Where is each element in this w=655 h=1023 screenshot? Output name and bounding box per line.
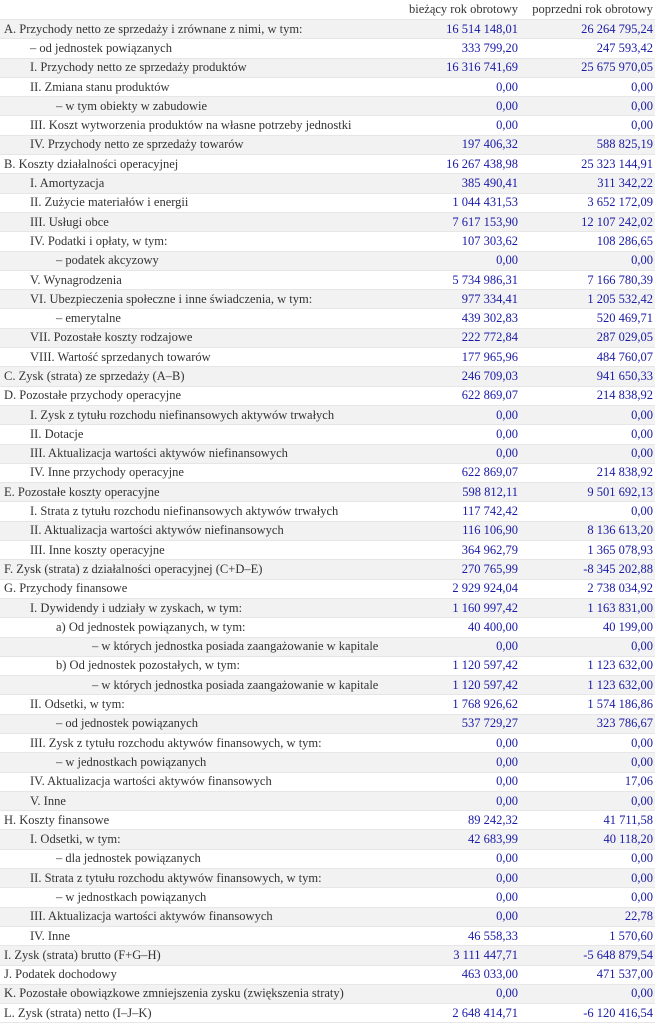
table-row: [0, 888, 655, 907]
current-year-value: 0,00: [393, 405, 520, 424]
row-label: III. Inne koszty operacyjne: [0, 541, 393, 560]
row-label: F. Zysk (strata) z działalności operacyjnej (C+D–E): [0, 560, 393, 579]
previous-year-value: 214 838,92: [520, 386, 655, 405]
previous-year-value: 2 738 034,92: [520, 579, 655, 598]
previous-year-value: 311 342,22: [520, 174, 655, 193]
row-label: III. Koszt wytworzenia produktów na własne potrzeby jednostki: [0, 116, 393, 135]
previous-year-value: 0,00: [520, 425, 655, 444]
table-row: [0, 965, 655, 984]
current-year-value: 439 302,83: [393, 309, 520, 328]
row-label: – w których jednostka posiada zaangażowanie w kapitale: [0, 676, 393, 695]
row-label: III. Aktualizacja wartości aktywów finansowych: [0, 907, 393, 926]
row-label: II. Zmiana stanu produktów: [0, 77, 393, 96]
table-row: [0, 77, 655, 96]
table-row: [0, 328, 655, 347]
current-year-value: 385 490,41: [393, 174, 520, 193]
previous-year-value: 484 760,07: [520, 348, 655, 367]
current-year-value: 2 648 414,71: [393, 1004, 520, 1023]
current-year-value: 1 160 997,42: [393, 598, 520, 617]
table-row: [0, 772, 655, 791]
row-label: I. Strata z tytułu rozchodu niefinansowych aktywów trwałych: [0, 502, 393, 521]
row-label: A. Przychody netto ze sprzedaży i zrównane z nimi, w tym:: [0, 20, 393, 39]
row-label: V. Inne: [0, 791, 393, 810]
row-label: C. Zysk (strata) ze sprzedaży (A–B): [0, 367, 393, 386]
table-row: [0, 637, 655, 656]
row-label: II. Zużycie materiałów i energii: [0, 193, 393, 212]
table-row: [0, 502, 655, 521]
previous-year-value: 471 537,00: [520, 965, 655, 984]
previous-year-value: 0,00: [520, 502, 655, 521]
previous-year-value: 0,00: [520, 888, 655, 907]
table-row: [0, 174, 655, 193]
current-year-value: 46 558,33: [393, 926, 520, 945]
current-year-value: 0,00: [393, 637, 520, 656]
current-year-value: 333 799,20: [393, 39, 520, 58]
row-label: E. Pozostałe koszty operacyjne: [0, 483, 393, 502]
row-label: IV. Podatki i opłaty, w tym:: [0, 232, 393, 251]
current-year-value: 0,00: [393, 888, 520, 907]
previous-year-value: 40 199,00: [520, 618, 655, 637]
previous-year-value: 108 286,65: [520, 232, 655, 251]
table-row: [0, 869, 655, 888]
table-row: [0, 463, 655, 482]
row-label: I. Dywidendy i udziały w zyskach, w tym:: [0, 598, 393, 617]
row-label: VIII. Wartość sprzedanych towarów: [0, 348, 393, 367]
previous-year-value: 17,06: [520, 772, 655, 791]
current-year-value: 463 033,00: [393, 965, 520, 984]
table-row: [0, 367, 655, 386]
current-year-value: 0,00: [393, 444, 520, 463]
current-year-value: 0,00: [393, 77, 520, 96]
row-label: b) Od jednostek pozostałych, w tym:: [0, 656, 393, 675]
current-year-value: 537 729,27: [393, 714, 520, 733]
previous-year-value: 0,00: [520, 869, 655, 888]
table-row: [0, 444, 655, 463]
current-year-value: 598 812,11: [393, 483, 520, 502]
current-year-value: 0,00: [393, 984, 520, 1003]
table-row: [0, 39, 655, 58]
row-label: III. Aktualizacja wartości aktywów niefinansowych: [0, 444, 393, 463]
table-row: [0, 193, 655, 212]
row-label: D. Pozostałe przychody operacyjne: [0, 386, 393, 405]
current-year-value: 1 120 597,42: [393, 676, 520, 695]
previous-year-value: -6 120 416,54: [520, 1004, 655, 1023]
current-year-value: 0,00: [393, 753, 520, 772]
table-row: [0, 97, 655, 116]
previous-year-value: 9 501 692,13: [520, 483, 655, 502]
previous-year-value: 0,00: [520, 97, 655, 116]
row-label: II. Strata z tytułu rozchodu aktywów finansowych, w tym:: [0, 869, 393, 888]
previous-year-header: poprzedni rok obrotowy: [532, 2, 653, 16]
previous-year-value: 941 650,33: [520, 367, 655, 386]
current-year-value: 40 400,00: [393, 618, 520, 637]
row-label: K. Pozostałe obowiązkowe zmniejszenia zysku (zwiększenia straty): [0, 984, 393, 1003]
row-label: III. Zysk z tytułu rozchodu aktywów finansowych, w tym:: [0, 733, 393, 752]
table-row: [0, 309, 655, 328]
row-label: VII. Pozostałe koszty rodzajowe: [0, 328, 393, 347]
table-row: [0, 830, 655, 849]
current-year-value: 16 316 741,69: [393, 58, 520, 77]
previous-year-value: 0,00: [520, 984, 655, 1003]
row-label: – od jednostek powiązanych: [0, 714, 393, 733]
table-row: [0, 560, 655, 579]
current-year-value: 0,00: [393, 869, 520, 888]
current-year-value: 0,00: [393, 251, 520, 270]
current-year-value: 270 765,99: [393, 560, 520, 579]
row-label: IV. Inne przychody operacyjne: [0, 463, 393, 482]
current-year-value: 16 514 148,01: [393, 20, 520, 39]
current-year-value: 1 120 597,42: [393, 656, 520, 675]
row-label: a) Od jednostek powiązanych, w tym:: [0, 618, 393, 637]
table-row: [0, 212, 655, 231]
current-year-value: 7 617 153,90: [393, 212, 520, 231]
previous-year-value: 0,00: [520, 637, 655, 656]
table-row: [0, 791, 655, 810]
current-year-value: 364 962,79: [393, 541, 520, 560]
row-label: – w jednostkach powiązanych: [0, 753, 393, 772]
row-label: – dla jednostek powiązanych: [0, 849, 393, 868]
current-year-value: 3 111 447,71: [393, 946, 520, 965]
previous-year-value: 26 264 795,24: [520, 20, 655, 39]
current-year-value: 2 929 924,04: [393, 579, 520, 598]
previous-year-value: 287 029,05: [520, 328, 655, 347]
table-row: [0, 135, 655, 154]
table-row: [0, 946, 655, 965]
current-year-value: 1 768 926,62: [393, 695, 520, 714]
current-year-value: 246 709,03: [393, 367, 520, 386]
table-row: [0, 1004, 655, 1023]
previous-year-value: 25 323 144,91: [520, 155, 655, 174]
row-label: IV. Przychody netto ze sprzedaży towarów: [0, 135, 393, 154]
row-label: IV. Inne: [0, 926, 393, 945]
table-row: [0, 116, 655, 135]
current-year-value: 622 869,07: [393, 386, 520, 405]
previous-year-value: 1 365 078,93: [520, 541, 655, 560]
table-row: [0, 232, 655, 251]
row-label: III. Usługi obce: [0, 212, 393, 231]
row-label: I. Odsetki, w tym:: [0, 830, 393, 849]
previous-year-value: 12 107 242,02: [520, 212, 655, 231]
table-row: [0, 714, 655, 733]
table-row: [0, 676, 655, 695]
previous-year-value: 22,78: [520, 907, 655, 926]
current-year-value: 116 106,90: [393, 521, 520, 540]
current-year-value: 0,00: [393, 97, 520, 116]
previous-year-value: 8 136 613,20: [520, 521, 655, 540]
row-label: I. Amortyzacja: [0, 174, 393, 193]
current-year-value: 42 683,99: [393, 830, 520, 849]
row-label: IV. Aktualizacja wartości aktywów finansowych: [0, 772, 393, 791]
table-row: [0, 20, 655, 39]
row-label: G. Przychody finansowe: [0, 579, 393, 598]
table-row: [0, 656, 655, 675]
label-column-header: [0, 0, 393, 20]
previous-year-value: 25 675 970,05: [520, 58, 655, 77]
row-label: – w tym obiekty w zabudowie: [0, 97, 393, 116]
previous-year-value: -8 345 202,88: [520, 560, 655, 579]
current-year-value: 117 742,42: [393, 502, 520, 521]
table-row: [0, 386, 655, 405]
row-label: II. Odsetki, w tym:: [0, 695, 393, 714]
table-row: [0, 521, 655, 540]
row-label: VI. Ubezpieczenia społeczne i inne świadczenia, w tym:: [0, 290, 393, 309]
table-row: [0, 483, 655, 502]
row-label: – w jednostkach powiązanych: [0, 888, 393, 907]
previous-year-value: 247 593,42: [520, 39, 655, 58]
table-row: [0, 579, 655, 598]
previous-year-value: 1 570,60: [520, 926, 655, 945]
current-year-value: 5 734 986,31: [393, 270, 520, 289]
previous-year-value: 323 786,67: [520, 714, 655, 733]
previous-year-value: 41 711,58: [520, 811, 655, 830]
table-row: [0, 618, 655, 637]
table-row: [0, 58, 655, 77]
table-row: [0, 270, 655, 289]
table-row: [0, 984, 655, 1003]
current-year-header: bieżący rok obrotowy: [409, 2, 518, 16]
row-label: II. Dotacje: [0, 425, 393, 444]
previous-year-value: 0,00: [520, 116, 655, 135]
previous-year-value: 0,00: [520, 251, 655, 270]
table-row: [0, 926, 655, 945]
current-year-value: 622 869,07: [393, 463, 520, 482]
row-label: B. Koszty działalności operacyjnej: [0, 155, 393, 174]
current-year-value: 0,00: [393, 849, 520, 868]
current-year-value: 107 303,62: [393, 232, 520, 251]
previous-year-value: 520 469,71: [520, 309, 655, 328]
previous-year-value: 0,00: [520, 753, 655, 772]
current-year-value: 0,00: [393, 733, 520, 752]
row-label: II. Aktualizacja wartości aktywów niefinansowych: [0, 521, 393, 540]
current-year-value: 0,00: [393, 425, 520, 444]
table-row: [0, 251, 655, 270]
row-label: – emerytalne: [0, 309, 393, 328]
current-year-value: 0,00: [393, 772, 520, 791]
table-row: [0, 155, 655, 174]
row-label: I. Zysk (strata) brutto (F+G–H): [0, 946, 393, 965]
previous-year-value: 0,00: [520, 77, 655, 96]
row-label: I. Zysk z tytułu rozchodu niefinansowych aktywów trwałych: [0, 405, 393, 424]
current-year-value: 16 267 438,98: [393, 155, 520, 174]
previous-year-value: 40 118,20: [520, 830, 655, 849]
row-label: I. Przychody netto ze sprzedaży produktów: [0, 58, 393, 77]
row-label: H. Koszty finansowe: [0, 811, 393, 830]
previous-year-value: 7 166 780,39: [520, 270, 655, 289]
row-label: – w których jednostka posiada zaangażowanie w kapitale: [0, 637, 393, 656]
previous-year-value: 0,00: [520, 849, 655, 868]
previous-year-value: 0,00: [520, 791, 655, 810]
current-year-value: 977 334,41: [393, 290, 520, 309]
row-label: V. Wynagrodzenia: [0, 270, 393, 289]
current-year-value: 0,00: [393, 907, 520, 926]
table-row: [0, 425, 655, 444]
previous-year-value: 1 123 632,00: [520, 676, 655, 695]
previous-year-value: 0,00: [520, 405, 655, 424]
table-row: [0, 733, 655, 752]
current-year-value: 222 772,84: [393, 328, 520, 347]
previous-year-value: 0,00: [520, 444, 655, 463]
table-row: [0, 598, 655, 617]
current-year-value: 177 965,96: [393, 348, 520, 367]
current-year-value: 1 044 431,53: [393, 193, 520, 212]
current-year-value: 197 406,32: [393, 135, 520, 154]
current-year-value: 0,00: [393, 791, 520, 810]
table-row: [0, 753, 655, 772]
row-label: J. Podatek dochodowy: [0, 965, 393, 984]
previous-year-value: 1 123 632,00: [520, 656, 655, 675]
current-year-value: 89 242,32: [393, 811, 520, 830]
row-label: L. Zysk (strata) netto (I–J–K): [0, 1004, 393, 1023]
table-row: [0, 811, 655, 830]
previous-year-value: 588 825,19: [520, 135, 655, 154]
row-label: – od jednostek powiązanych: [0, 39, 393, 58]
row-label: – podatek akcyzowy: [0, 251, 393, 270]
table-row: [0, 907, 655, 926]
table-row: [0, 290, 655, 309]
previous-year-value: 1 205 532,42: [520, 290, 655, 309]
table-row: [0, 405, 655, 424]
table-header-row: [0, 0, 655, 20]
current-year-value: 0,00: [393, 116, 520, 135]
previous-year-value: -5 648 879,54: [520, 946, 655, 965]
table-row: [0, 348, 655, 367]
table-row: [0, 695, 655, 714]
previous-year-value: 0,00: [520, 733, 655, 752]
previous-year-value: 1 574 186,86: [520, 695, 655, 714]
previous-year-value: 214 838,92: [520, 463, 655, 482]
table-row: [0, 849, 655, 868]
previous-year-value: 3 652 172,09: [520, 193, 655, 212]
previous-year-value: 1 163 831,00: [520, 598, 655, 617]
table-row: [0, 541, 655, 560]
